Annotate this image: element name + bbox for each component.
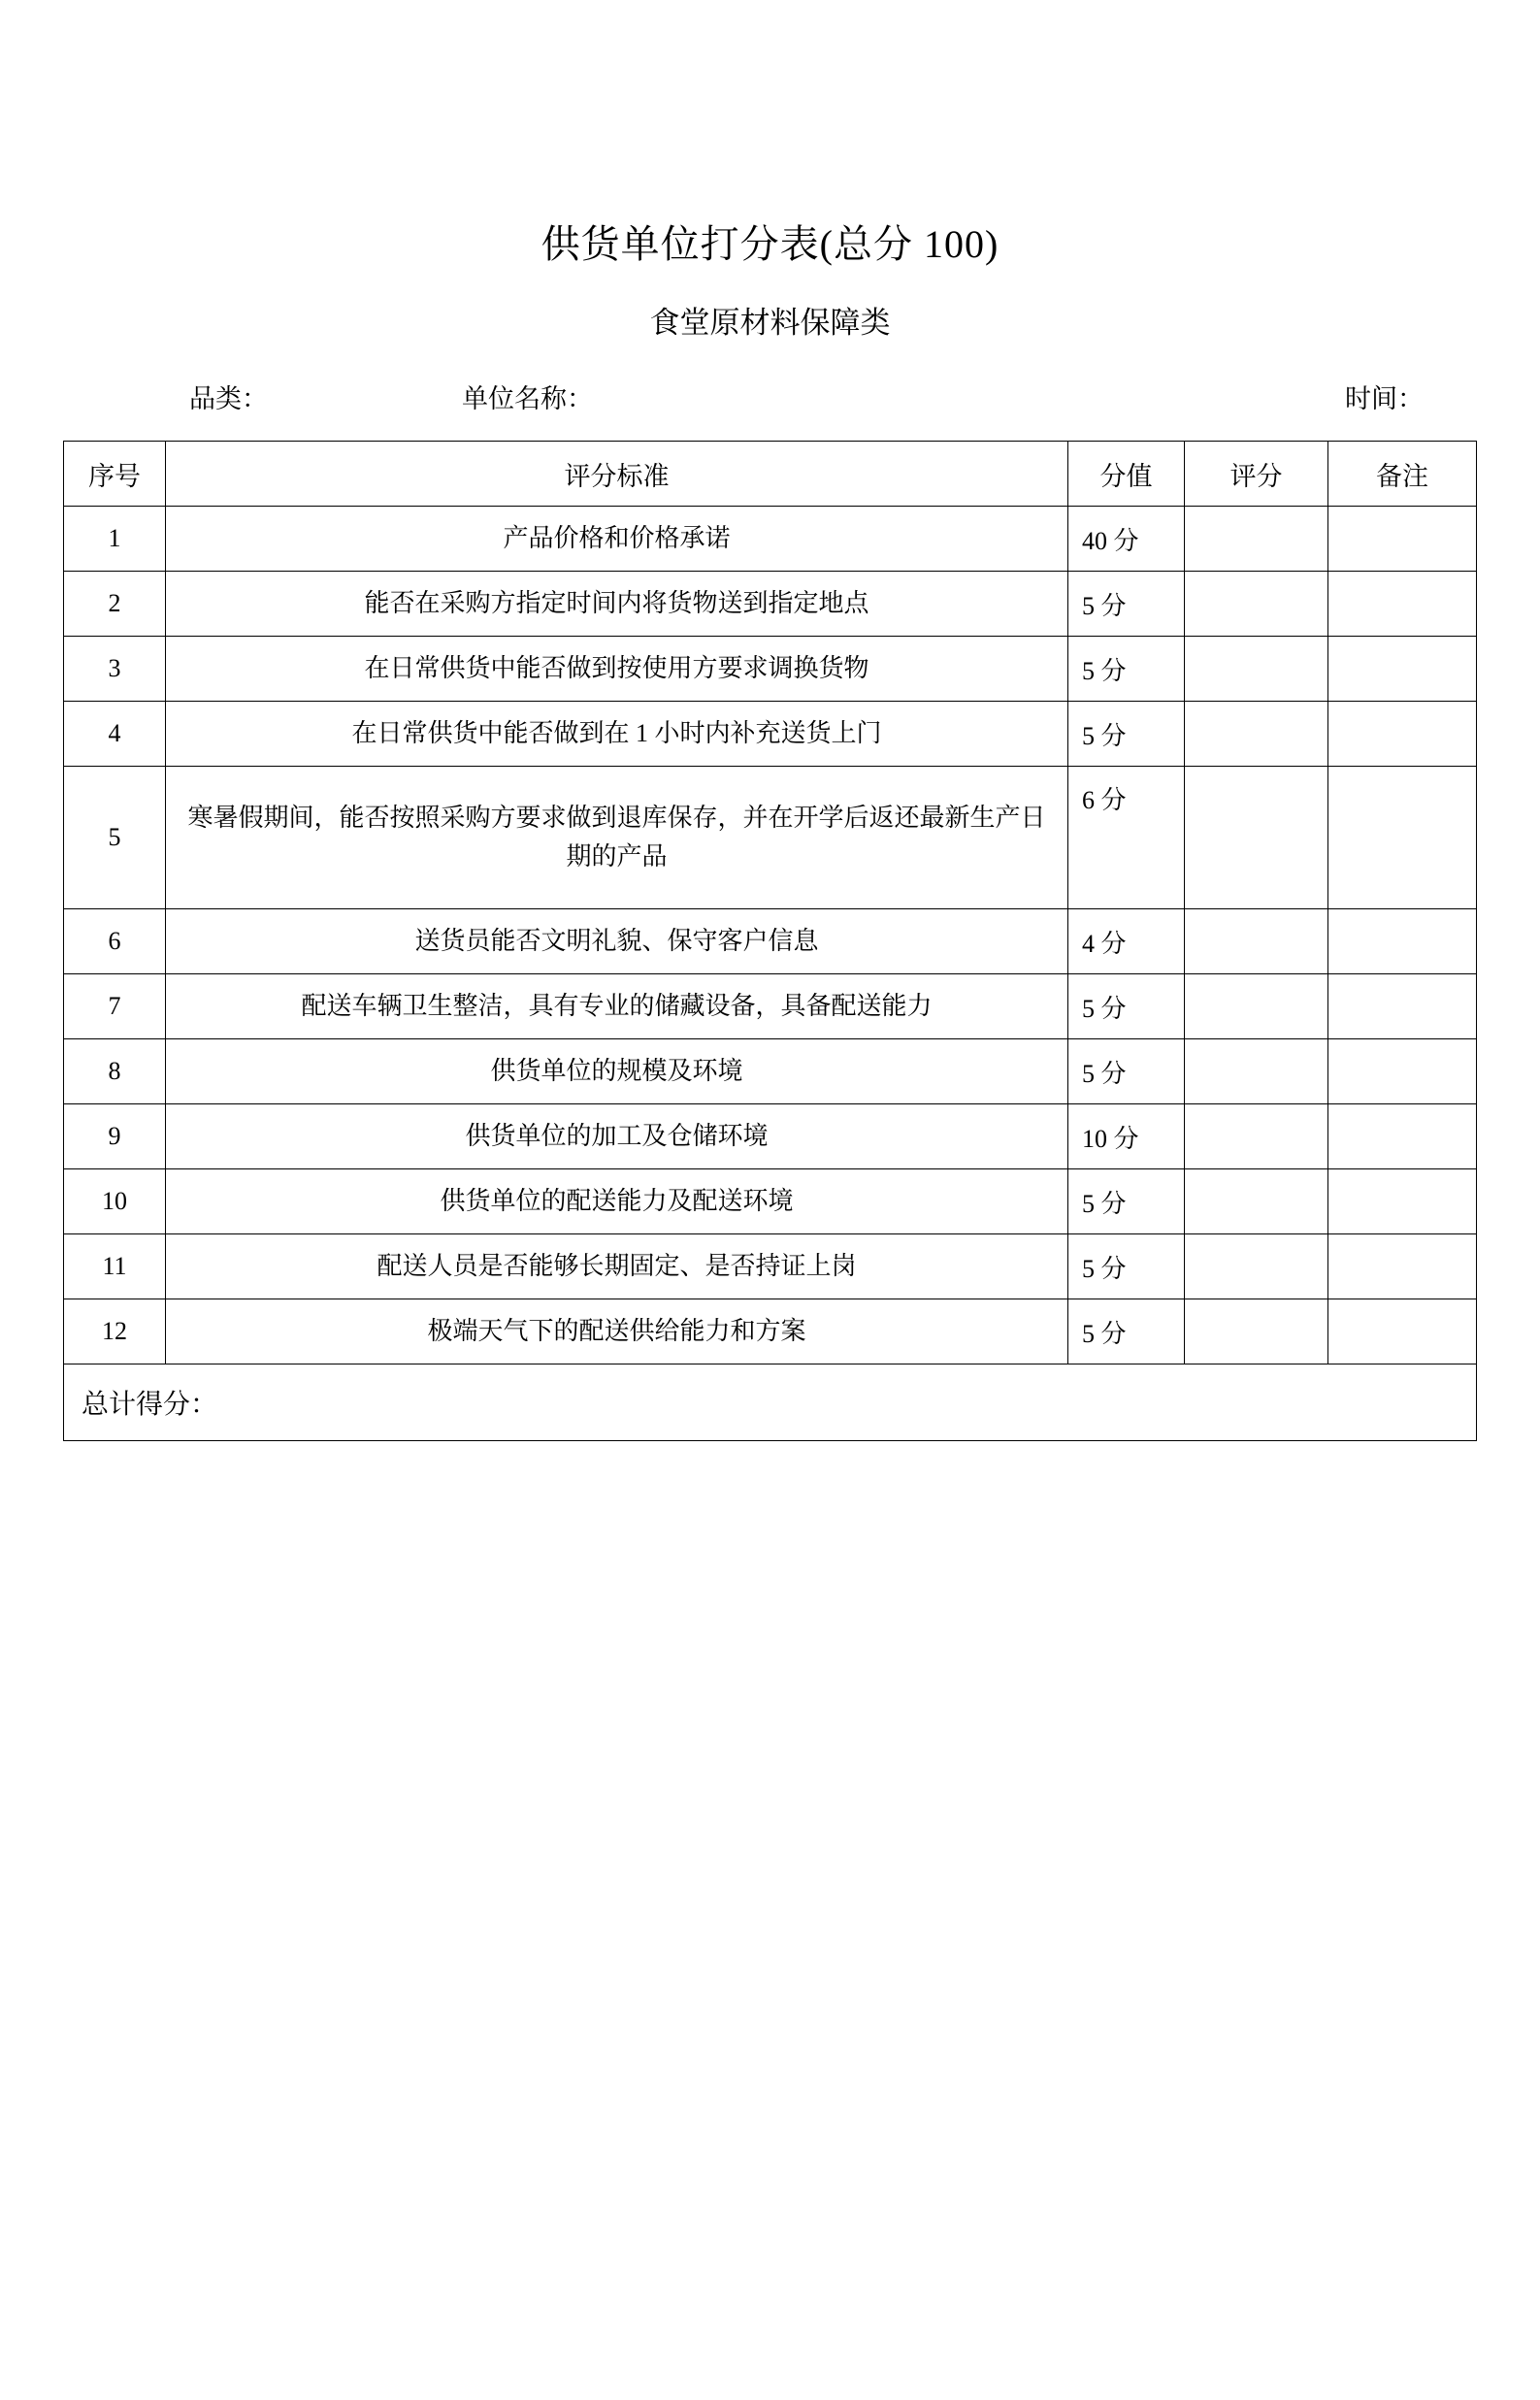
- header-score-value: 分值: [1068, 442, 1185, 507]
- table-row: [64, 909, 1477, 974]
- unit-name-label: 单位名称：: [462, 384, 593, 414]
- row-criteria: [166, 767, 1068, 909]
- table-header-row: [64, 442, 1477, 507]
- row-rating-cell[interactable]: [1185, 1234, 1328, 1299]
- table-row: [64, 1169, 1477, 1234]
- row-remark-cell[interactable]: [1328, 702, 1477, 767]
- row-score-value: 6 分: [1068, 767, 1185, 909]
- row-remark-cell[interactable]: [1328, 1039, 1477, 1104]
- row-index: 11: [64, 1234, 166, 1299]
- row-criteria: [166, 1234, 1068, 1299]
- row-criteria: [166, 1299, 1068, 1364]
- row-score-value: 4 分: [1068, 909, 1185, 974]
- row-criteria-text: 在日常供货中能否做到在 1 小时内补充送货上门: [351, 719, 882, 748]
- header-index: 序号: [64, 442, 166, 507]
- row-criteria-text: 寒暑假期间，能否按照采购方要求做到退库保存，并在开学后返还最新生产日期的产品: [187, 803, 1046, 871]
- row-criteria-text: 产品价格和价格承诺: [503, 524, 731, 553]
- row-index: 8: [64, 1039, 166, 1104]
- row-rating-cell[interactable]: [1185, 767, 1328, 909]
- row-criteria: [166, 974, 1068, 1039]
- header-criteria: 评分标准: [166, 442, 1068, 507]
- row-criteria-text: 送货员能否文明礼貌、保守客户信息: [414, 927, 819, 956]
- total-score-label[interactable]: 总计得分：: [64, 1364, 1477, 1441]
- row-criteria: [166, 1169, 1068, 1234]
- row-index: 2: [64, 572, 166, 637]
- row-rating-cell[interactable]: [1185, 637, 1328, 702]
- row-criteria-text: 在日常供货中能否做到按使用方要求调换货物: [364, 654, 869, 683]
- row-score-value: 5 分: [1068, 1169, 1185, 1234]
- table-row: [64, 1234, 1477, 1299]
- row-score-value: 40 分: [1068, 507, 1185, 572]
- row-index: 12: [64, 1299, 166, 1364]
- row-criteria: [166, 909, 1068, 974]
- row-criteria-text: 极端天气下的配送供给能力和方案: [427, 1317, 806, 1346]
- row-criteria: [166, 637, 1068, 702]
- table-row: [64, 507, 1477, 572]
- row-score-value: 5 分: [1068, 1039, 1185, 1104]
- row-remark-cell[interactable]: [1328, 1299, 1477, 1364]
- row-score-value: 5 分: [1068, 1299, 1185, 1364]
- row-criteria-text: 配送车辆卫生整洁，具有专业的储藏设备，具备配送能力: [301, 992, 933, 1021]
- row-remark-cell[interactable]: [1328, 1169, 1477, 1234]
- score-table: [63, 441, 1477, 1441]
- row-index: 10: [64, 1169, 166, 1234]
- row-criteria: [166, 572, 1068, 637]
- row-index: 1: [64, 507, 166, 572]
- table-row: [64, 1039, 1477, 1104]
- row-criteria-text: 供货单位的配送能力及配送环境: [440, 1187, 794, 1216]
- row-criteria: [166, 507, 1068, 572]
- row-rating-cell[interactable]: [1185, 702, 1328, 767]
- row-rating-cell[interactable]: [1185, 1169, 1328, 1234]
- header-rating: 评分: [1185, 442, 1328, 507]
- row-criteria: [166, 1039, 1068, 1104]
- row-criteria-text: 能否在采购方指定时间内将货物送到指定地点: [364, 589, 869, 618]
- table-row: [64, 572, 1477, 637]
- row-score-value: 5 分: [1068, 572, 1185, 637]
- row-criteria: [166, 702, 1068, 767]
- category-label: 品类：: [189, 384, 268, 414]
- table-row: [64, 1104, 1477, 1169]
- row-remark-cell[interactable]: [1328, 767, 1477, 909]
- row-criteria-text: 配送人员是否能够长期固定、是否持证上岗: [377, 1252, 857, 1281]
- table-row: [64, 767, 1477, 909]
- meta-row: [63, 378, 1477, 415]
- row-rating-cell[interactable]: [1185, 1299, 1328, 1364]
- row-score-value: 5 分: [1068, 702, 1185, 767]
- row-remark-cell[interactable]: [1328, 507, 1477, 572]
- row-remark-cell[interactable]: [1328, 637, 1477, 702]
- row-remark-cell[interactable]: [1328, 1104, 1477, 1169]
- row-index: 3: [64, 637, 166, 702]
- row-rating-cell[interactable]: [1185, 572, 1328, 637]
- row-rating-cell[interactable]: [1185, 909, 1328, 974]
- row-index: 4: [64, 702, 166, 767]
- row-index: 5: [64, 767, 166, 909]
- row-remark-cell[interactable]: [1328, 909, 1477, 974]
- document-page: [0, 221, 1540, 2400]
- row-score-value: 5 分: [1068, 974, 1185, 1039]
- row-remark-cell[interactable]: [1328, 572, 1477, 637]
- row-remark-cell[interactable]: [1328, 974, 1477, 1039]
- total-score-row: [64, 1364, 1477, 1441]
- row-score-value: 5 分: [1068, 1234, 1185, 1299]
- row-criteria-text: 供货单位的规模及环境: [490, 1057, 743, 1086]
- header-remark: 备注: [1328, 442, 1477, 507]
- page-title: 供货单位打分表(总分 100): [541, 222, 999, 266]
- row-criteria-text: 供货单位的加工及仓储环境: [465, 1122, 769, 1151]
- row-score-value: 5 分: [1068, 637, 1185, 702]
- row-index: 6: [64, 909, 166, 974]
- time-label: 时间：: [1345, 384, 1424, 414]
- row-rating-cell[interactable]: [1185, 1104, 1328, 1169]
- row-remark-cell[interactable]: [1328, 1234, 1477, 1299]
- table-row: [64, 702, 1477, 767]
- row-rating-cell[interactable]: [1185, 1039, 1328, 1104]
- table-row: [64, 637, 1477, 702]
- row-criteria: [166, 1104, 1068, 1169]
- table-row: [64, 1299, 1477, 1364]
- row-score-value: 10 分: [1068, 1104, 1185, 1169]
- row-rating-cell[interactable]: [1185, 974, 1328, 1039]
- page-subtitle: 食堂原材料保障类: [649, 306, 891, 340]
- row-rating-cell[interactable]: [1185, 507, 1328, 572]
- row-index: 9: [64, 1104, 166, 1169]
- table-row: [64, 974, 1477, 1039]
- row-index: 7: [64, 974, 166, 1039]
